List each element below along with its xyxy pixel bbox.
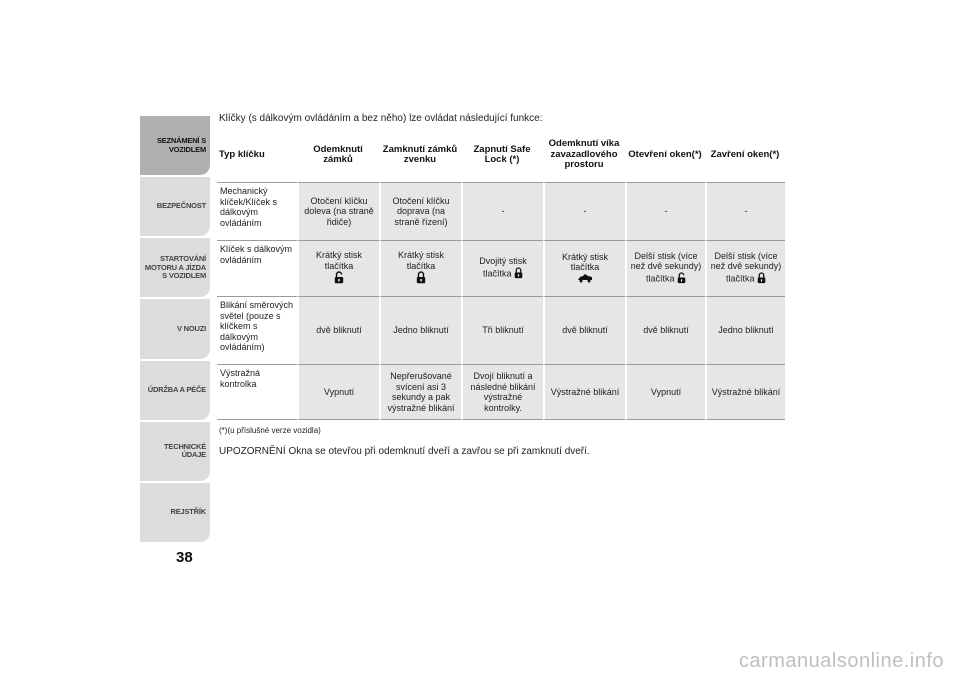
sidebar-item-technicke-udaje[interactable] <box>140 422 210 481</box>
sidebar-item-label: ÚDRŽBA A PÉČE <box>147 384 206 394</box>
warning-note: UPOZORNĚNÍ Okna se otevřou při odemknutí dveří a zavřou se při zamknutí dveří. <box>219 446 590 457</box>
table-cell: Otočení klíčku doleva (na straně řidiče) <box>297 182 379 240</box>
table-row <box>217 182 785 240</box>
sidebar-item-label: REJSTŘÍK <box>170 507 206 517</box>
table-cell: Výstražné blikání <box>705 364 785 420</box>
lock-icon <box>757 272 766 287</box>
lock-icon <box>416 271 426 287</box>
table-cell: - <box>705 182 785 240</box>
sidebar-item-v-nouzi[interactable] <box>140 299 210 358</box>
table-cell: dvě bliknutí <box>543 296 625 364</box>
table-cell: Dvojí bliknutí a následné blikání výstražné kontrolky. <box>461 364 543 420</box>
cell-text: Delší stisk (více než dvě sekundy) tlačítka <box>630 250 702 284</box>
sidebar-item-startovani[interactable] <box>140 238 210 297</box>
table-cell: Vypnutí <box>297 364 379 420</box>
table-cell <box>461 240 543 296</box>
column-header: Zamknutí zámků zvenku <box>382 143 458 165</box>
table-cell <box>625 240 705 296</box>
sidebar-item-label: STARTOVÁNÍ MOTORU A JÍZDA S VOZIDLEM <box>144 254 206 281</box>
sidebar-item-label: BEZPEČNOST <box>156 201 206 211</box>
table-cell: Výstražné blikání <box>543 364 625 420</box>
row-label: Blikání směrových světel (pouze s klíčkem s dálkovým ovládáním) <box>217 296 297 364</box>
sidebar-item-seznameni[interactable] <box>140 116 210 175</box>
car-trunk-icon <box>577 273 593 286</box>
sidebar-item-bezpecnost[interactable] <box>140 177 210 236</box>
column-header: Zavření oken(*) <box>710 148 780 160</box>
table-cell: - <box>543 182 625 240</box>
row-label: Mechanický klíček/Klíček s dálkovým ovládáním <box>217 182 297 240</box>
sidebar-item-udrzba[interactable] <box>140 361 210 420</box>
table-cell: - <box>461 182 543 240</box>
lock-icon <box>514 267 523 282</box>
unlock-icon <box>677 272 686 287</box>
table-cell: dvě bliknutí <box>625 296 705 364</box>
unlock-icon <box>334 271 344 287</box>
column-header: Zapnutí Safe Lock (*) <box>473 143 531 165</box>
table-cell <box>297 240 379 296</box>
table-row <box>217 296 785 364</box>
table-cell <box>705 240 785 296</box>
intro-text: Klíčky (s dálkovým ovládáním a bez něho) lze ovládat následující funkce: <box>219 113 543 124</box>
section-sidebar <box>140 116 210 542</box>
column-header: Odemknutí víka zavazadlového prostoru <box>548 138 620 171</box>
table-cell: - <box>625 182 705 240</box>
cell-text: Krátký stisk tlačítka <box>315 250 362 271</box>
column-header: Odemknutí zámků <box>313 143 363 165</box>
page-number: 38 <box>176 549 193 566</box>
table-cell: Jedno bliknutí <box>705 296 785 364</box>
watermark: carmanualsonline.info <box>738 650 944 672</box>
cell-text: Dvojitý stisk tlačítka <box>479 256 527 279</box>
table-cell: Otočení klíčku doprava (na straně řízení) <box>379 182 461 240</box>
key-functions-table <box>217 128 785 420</box>
sidebar-item-rejstrik[interactable] <box>140 483 210 542</box>
table-cell: Tři bliknutí <box>461 296 543 364</box>
table-row <box>217 364 785 420</box>
cell-text: Delší stisk (více než dvě sekundy) tlačítka <box>710 250 782 284</box>
cell-text: Krátký stisk tlačítka <box>397 250 444 271</box>
table-cell <box>543 240 625 296</box>
table-cell: dvě bliknutí <box>297 296 379 364</box>
table-cell: Nepřerušované svícení asi 3 sekundy a pak výstražné blikání <box>379 364 461 420</box>
sidebar-item-label: V NOUZI <box>176 323 206 333</box>
sidebar-item-label: SEZNÁMENÍ S VOZIDLEM <box>156 136 206 154</box>
row-label: Klíček s dálkovým ovládáním <box>217 240 297 296</box>
column-header: Typ klíčku <box>219 148 265 160</box>
table-cell: Vypnutí <box>625 364 705 420</box>
column-header: Otevření oken(*) <box>628 148 702 160</box>
sidebar-item-label: TECHNICKÉ ÚDAJE <box>164 441 206 460</box>
table-cell: Jedno bliknutí <box>379 296 461 364</box>
row-label: Výstražná kontrolka <box>217 364 297 420</box>
table-row <box>217 240 785 296</box>
table-header-row <box>217 128 785 182</box>
footnote: (*)(u příslušné verze vozidla) <box>219 426 321 435</box>
table-cell <box>379 240 461 296</box>
cell-text: Krátký stisk tlačítka <box>561 251 608 273</box>
